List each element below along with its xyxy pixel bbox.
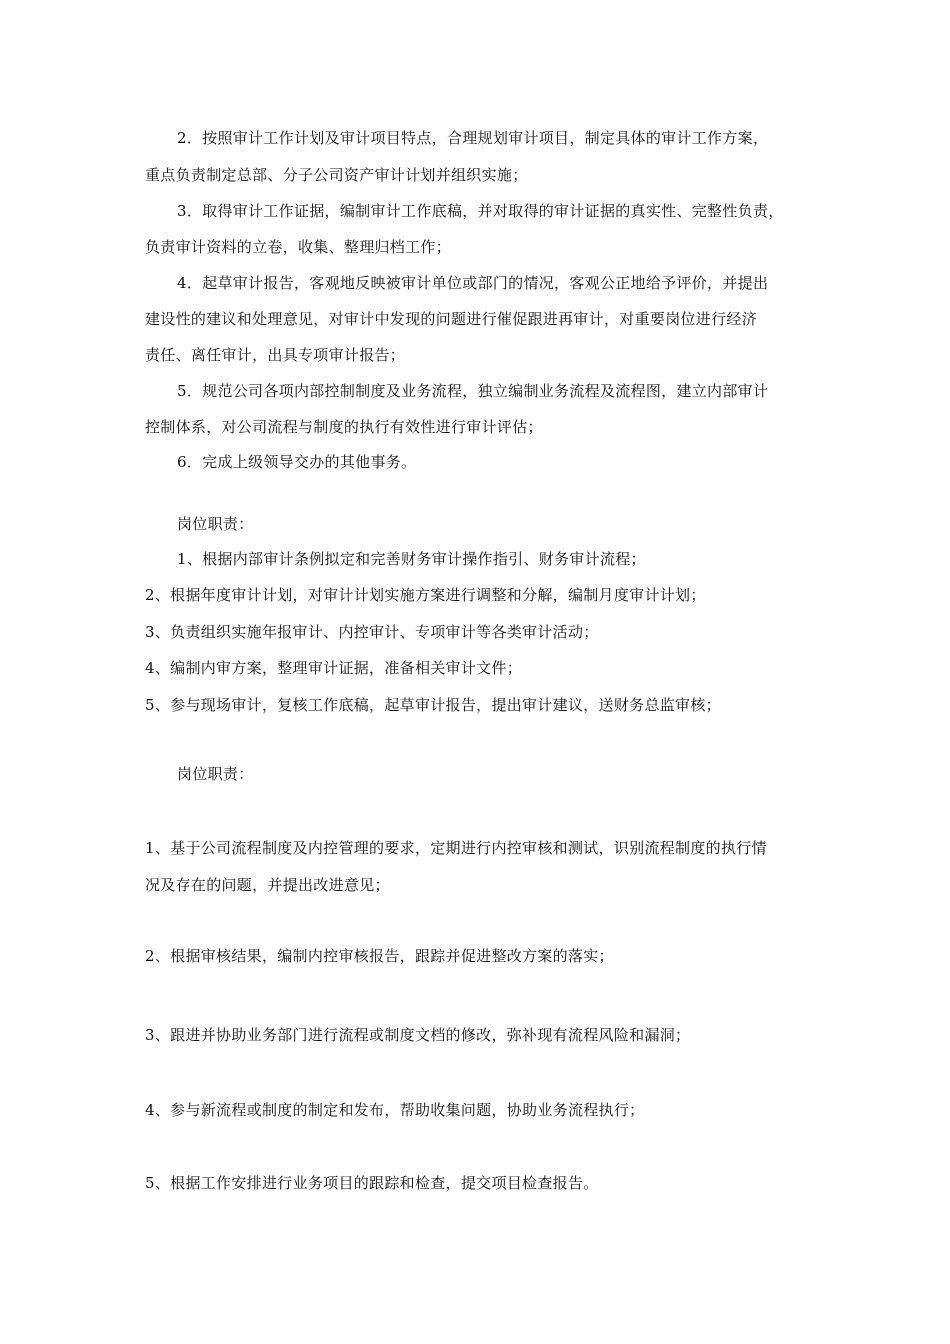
paragraph-line: 建设性的建议和处理意见，对审计中发现的问题进行催促跟进再审计，对重要岗位进行经济 [145,310,758,328]
section-heading: 岗位职责： [177,765,254,783]
paragraph-line: 责任、离任审计，出具专项审计报告； [145,346,406,364]
list-item: 4、参与新流程或制度的制定和发布，帮助收集问题，协助业务流程执行； [145,1101,645,1119]
paragraph-line: 4．起草审计报告，客观地反映被审计单位或部门的情况，客观公正地给予评价，并提出 [177,274,769,292]
list-item: 3、跟进并协助业务部门进行流程或制度文档的修改，弥补现有流程风险和漏洞； [145,1026,691,1044]
paragraph-line: 3．取得审计工作证据，编制审计工作底稿，并对取得的审计证据的真实性、完整性负责， [177,202,784,220]
list-item: 3、负责组织实施年报审计、内控审计、专项审计等各类审计活动； [145,623,599,641]
paragraph-line: 负责审计资料的立卷，收集、整理归档工作； [145,238,452,256]
paragraph-line: 6．完成上级领导交办的其他事务。 [177,453,417,471]
list-item: 1、根据内部审计条例拟定和完善财务审计操作指引、财务审计流程； [177,550,646,568]
list-item: 4、编制内审方案，整理审计证据，准备相关审计文件； [145,659,523,677]
paragraph-line: 2．按照审计工作计划及审计项目特点，合理规划审计项目，制定具体的审计工作方案， [177,129,769,147]
list-item: 5、参与现场审计，复核工作底稿，起草审计报告，提出审计建议，送财务总监审核； [145,696,721,714]
list-item: 5、根据工作安排进行业务项目的跟踪和检查，提交项目检查报告。 [145,1174,599,1192]
paragraph-line: 控制体系，对公司流程与制度的执行有效性进行审计评估； [145,418,543,436]
list-item: 2、根据审核结果，编制内控审核报告，跟踪并促进整改方案的落实； [145,947,614,965]
list-item: 1、基于公司流程制度及内控管理的要求，定期进行内控审核和测试，识别流程制度的执行情 [145,839,767,857]
list-item: 2、根据年度审计计划，对审计计划实施方案进行调整和分解，编制月度审计计划； [145,586,706,604]
paragraph-line: 重点负责制定总部、分子公司资产审计计划并组织实施； [145,166,528,184]
paragraph-line: 5．规范公司各项内部控制制度及业务流程，独立编制业务流程及流程图，建立内部审计 [177,382,769,400]
list-item: 况及存在的问题，并提出改进意见； [145,876,390,894]
section-heading: 岗位职责： [177,515,254,533]
